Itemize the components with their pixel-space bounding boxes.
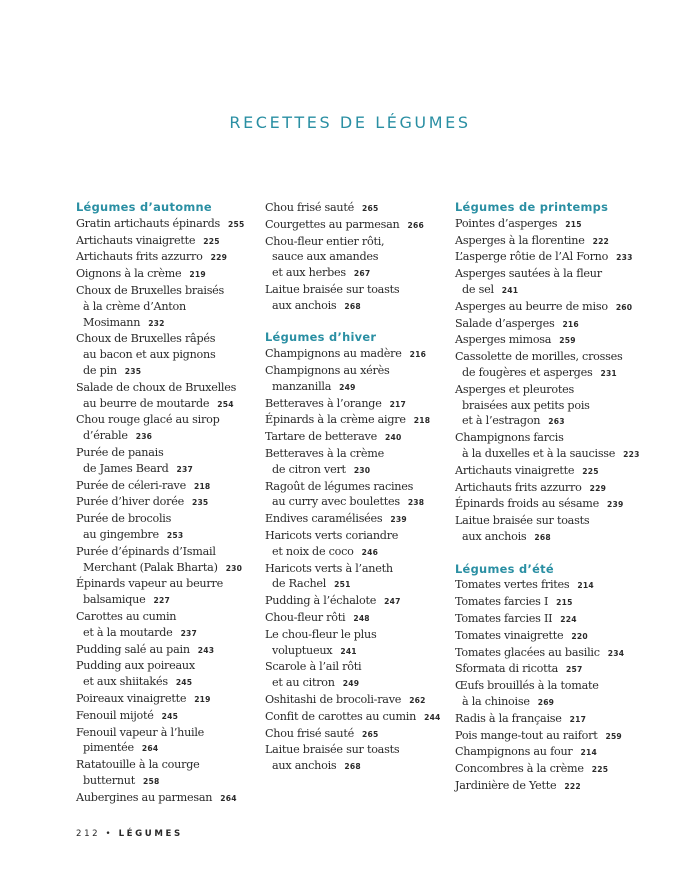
page-reference: 227 xyxy=(153,596,170,606)
recipe-entry xyxy=(76,233,276,250)
recipe-title: Laitue braisée sur toasts xyxy=(265,743,400,757)
page-reference: 240 xyxy=(385,433,402,443)
recipe-title-continuation: de James Beard xyxy=(83,461,169,475)
recipe-entry xyxy=(265,742,465,775)
page-reference: 236 xyxy=(135,432,153,442)
recipe-entry xyxy=(265,593,465,610)
recipe-entry xyxy=(455,594,655,611)
recipe-entry xyxy=(76,380,276,413)
recipe-title: Purée de céleri-rave xyxy=(76,478,186,492)
recipe-entry xyxy=(265,396,465,413)
recipe-title: Aubergines au parmesan xyxy=(76,790,213,804)
recipe-title: Jardinière de Yette xyxy=(455,778,557,792)
recipe-title: Laitue braisée sur toasts xyxy=(455,514,590,528)
recipe-title-continuation: à la chinoise xyxy=(462,694,530,708)
recipe-title: Cassolette de morilles, crosses xyxy=(455,350,623,364)
recipe-title: Tomates farcies II xyxy=(455,611,553,625)
recipe-entry xyxy=(265,282,465,315)
recipe-title: Chou frisé sauté xyxy=(265,201,354,214)
page-reference: 241 xyxy=(340,646,357,656)
recipe-entry xyxy=(76,757,276,790)
recipe-entry xyxy=(76,544,276,577)
recipe-title: Épinards à la crème aigre xyxy=(265,413,406,427)
page-reference: 248 xyxy=(353,613,370,623)
recipe-title: Asperges mimosa xyxy=(455,333,552,347)
page-reference: 216 xyxy=(409,350,427,360)
recipe-title: Tomates glacées au basilic xyxy=(455,645,600,659)
page-reference: 230 xyxy=(353,465,371,475)
recipe-title: Pointes d’asperges xyxy=(455,216,558,230)
page-reference: 249 xyxy=(339,382,356,392)
recipe-entry xyxy=(455,744,655,761)
page-reference: 265 xyxy=(361,204,379,213)
recipe-title-continuation: au curry avec boulettes xyxy=(272,495,400,509)
recipe-title: Oignons à la crème xyxy=(76,267,182,281)
recipe-title-continuation: et noix de coco xyxy=(272,544,354,558)
recipe-title: Concombres à la crème xyxy=(455,762,584,776)
recipe-entry xyxy=(76,216,276,233)
recipe-title-continuation: de fougères et asperges xyxy=(462,365,593,379)
recipe-entry xyxy=(265,528,465,561)
page-reference: 269 xyxy=(537,697,555,707)
recipe-entry xyxy=(455,711,655,728)
recipe-entry xyxy=(76,691,276,708)
recipe-entry xyxy=(265,200,465,217)
footer-separator: • xyxy=(105,829,114,839)
recipe-entry xyxy=(455,513,655,546)
recipe-entry xyxy=(455,249,655,266)
section-heading: Légumes d’été xyxy=(455,561,554,576)
recipe-title: Chou-fleur rôti xyxy=(265,610,346,624)
page-reference: 217 xyxy=(569,714,587,724)
recipe-entry xyxy=(265,429,465,446)
recipe-entry xyxy=(455,628,655,645)
recipe-title: Radis à la française xyxy=(455,711,562,725)
page-reference: 262 xyxy=(409,695,426,705)
recipe-entry xyxy=(76,609,276,642)
recipe-title-continuation: d’érable xyxy=(83,429,128,443)
page-reference: 215 xyxy=(565,219,582,229)
recipe-title: Oshitashi de brocoli-rave xyxy=(265,692,402,706)
recipe-title: Champignons au four xyxy=(455,745,573,759)
recipe-title: Tartare de betterave xyxy=(265,430,377,444)
recipe-entry xyxy=(455,382,655,430)
recipe-entry xyxy=(76,511,276,544)
recipe-title: Épinards froids au sésame xyxy=(455,497,600,511)
page-reference: 237 xyxy=(176,464,193,474)
recipe-entry xyxy=(455,349,655,382)
page-reference: 217 xyxy=(389,399,407,409)
recipe-title-continuation: aux anchois xyxy=(272,298,337,312)
recipe-title: Endives caramélisées xyxy=(265,512,383,526)
recipe-title: Œufs brouillés à la tomate xyxy=(455,679,599,693)
recipe-title: Tomates farcies I xyxy=(455,595,549,609)
section-heading: Légumes d’automne xyxy=(76,200,212,214)
recipe-entry xyxy=(455,316,655,333)
recipe-entry xyxy=(265,610,465,627)
recipe-title: Pudding à l’échalote xyxy=(265,594,377,608)
recipe-entry xyxy=(455,463,655,480)
recipe-entry xyxy=(76,725,276,758)
page-reference: 235 xyxy=(191,498,209,508)
recipe-title-continuation: et à la moutarde xyxy=(83,625,173,639)
recipe-entry xyxy=(455,645,655,662)
page-reference: 230 xyxy=(225,563,243,573)
page-footer xyxy=(76,829,183,839)
recipe-entry xyxy=(265,726,465,743)
recipe-entry xyxy=(265,446,465,479)
recipe-title-continuation: au gingembre xyxy=(83,527,159,541)
recipe-title-continuation: aux anchois xyxy=(462,529,527,543)
index-column-3 xyxy=(455,200,655,795)
page-reference: 234 xyxy=(607,648,625,658)
page-reference: 266 xyxy=(407,220,424,230)
footer-page-number: 212 xyxy=(76,829,101,839)
page-reference: 225 xyxy=(591,765,609,775)
recipe-entry xyxy=(455,577,655,594)
recipe-title: Purée de panais xyxy=(76,445,164,459)
recipe-entry xyxy=(76,331,276,379)
recipe-title: Poireaux vinaigrette xyxy=(76,691,187,705)
page-reference: 229 xyxy=(210,253,228,263)
page-reference: 263 xyxy=(548,417,565,427)
recipe-entry xyxy=(455,480,655,497)
recipe-entry xyxy=(455,233,655,250)
recipe-title: Asperges au beurre de miso xyxy=(455,299,608,313)
recipe-title: Purée d’épinards d’Ismail xyxy=(76,544,216,558)
recipe-title: Le chou-fleur le plus xyxy=(265,627,377,641)
recipe-entry xyxy=(76,283,276,331)
recipe-title-continuation: et au citron xyxy=(272,676,335,690)
page-reference: 249 xyxy=(342,679,360,689)
recipe-title: Artichauts frits azzurro xyxy=(76,250,203,264)
recipe-title-continuation: à la crème d’Anton xyxy=(83,299,186,313)
recipe-entry xyxy=(76,249,276,266)
recipe-title: Asperges à la florentine xyxy=(455,233,585,247)
recipe-title-continuation: de Rachel xyxy=(272,577,327,591)
page-reference: 245 xyxy=(175,678,193,688)
recipe-title: Fenouil mijoté xyxy=(76,708,154,722)
recipe-entry xyxy=(455,778,655,795)
recipe-entry xyxy=(455,728,655,745)
recipe-title: Champignons au xérès xyxy=(265,363,390,377)
recipe-title-continuation: Merchant (Palak Bharta) xyxy=(83,560,218,574)
page-reference: 268 xyxy=(344,301,361,311)
recipe-entry xyxy=(76,642,276,659)
recipe-entry xyxy=(455,496,655,513)
page-reference: 265 xyxy=(361,729,379,739)
recipe-entry xyxy=(265,511,465,528)
recipe-title: Artichauts vinaigrette xyxy=(455,463,575,477)
recipe-title: L’asperge rôtie de l’Al Forno xyxy=(455,250,609,264)
recipe-entry xyxy=(455,216,655,233)
recipe-entry xyxy=(455,761,655,778)
recipe-title: Champignons au madère xyxy=(265,347,402,361)
page-reference: 255 xyxy=(228,219,245,229)
recipe-title: Betteraves à l’orange xyxy=(265,396,382,410)
page-reference: 268 xyxy=(344,762,361,772)
recipe-title-continuation: au bacon et aux pignons xyxy=(83,348,216,362)
page-reference: 225 xyxy=(203,236,220,246)
recipe-title-continuation: braisées aux petits pois xyxy=(462,398,590,412)
recipe-entry xyxy=(265,234,465,282)
recipe-entry xyxy=(76,790,276,807)
recipe-entry xyxy=(76,494,276,511)
recipe-title-continuation: aux anchois xyxy=(272,759,337,773)
page-reference: 232 xyxy=(148,318,165,328)
page-reference: 264 xyxy=(220,793,237,803)
page-reference: 218 xyxy=(413,416,431,426)
recipe-title: Épinards vapeur au beurre xyxy=(76,577,223,591)
page-reference: 264 xyxy=(141,744,159,754)
page-reference: 259 xyxy=(559,336,576,346)
recipe-title-continuation: Mosimann xyxy=(83,315,141,329)
page-reference: 246 xyxy=(361,547,379,557)
recipe-title: Chou frisé sauté xyxy=(265,726,354,740)
page-title: RECETTES DE LÉGUMES xyxy=(229,113,471,132)
recipe-title: Salade de choux de Bruxelles xyxy=(76,380,237,394)
page-reference: 239 xyxy=(390,515,407,525)
page-reference: 223 xyxy=(623,449,640,459)
page-reference: 243 xyxy=(197,645,215,655)
recipe-entry xyxy=(455,661,655,678)
recipe-title: Confit de carottes au cumin xyxy=(265,709,417,723)
recipe-entry xyxy=(76,412,276,445)
recipe-title: Choux de Bruxelles braisés xyxy=(76,283,225,297)
recipe-title: Pudding salé au pain xyxy=(76,642,190,656)
recipe-title-continuation: de sel xyxy=(462,282,494,296)
page-reference: 268 xyxy=(534,532,551,542)
page-reference: 237 xyxy=(180,628,198,638)
recipe-title: Carottes au cumin xyxy=(76,609,177,623)
recipe-title: Chou-fleur entier rôti, xyxy=(265,234,385,248)
page-reference: 222 xyxy=(592,236,610,246)
recipe-entry xyxy=(76,576,276,609)
page-reference: 222 xyxy=(564,781,581,791)
page-reference: 251 xyxy=(334,580,351,590)
page-reference: 224 xyxy=(560,614,577,624)
page-reference: 219 xyxy=(194,694,211,704)
page-reference: 214 xyxy=(580,748,597,758)
recipe-entry xyxy=(76,266,276,283)
recipe-title-continuation: au beurre de moutarde xyxy=(83,396,210,410)
recipe-entry xyxy=(76,658,276,691)
recipe-entry xyxy=(265,692,465,709)
page-reference: 225 xyxy=(582,466,599,476)
recipe-entry xyxy=(76,445,276,478)
recipe-title: Ragoût de légumes racines xyxy=(265,479,414,493)
recipe-entry xyxy=(265,363,465,396)
recipe-title: Courgettes au parmesan xyxy=(265,217,400,231)
recipe-entry xyxy=(76,478,276,495)
page-reference: 258 xyxy=(142,776,160,786)
recipe-entry xyxy=(76,708,276,725)
recipe-entry xyxy=(455,266,655,299)
recipe-title-continuation: de pin xyxy=(83,363,117,377)
page-reference: 231 xyxy=(600,368,617,378)
recipe-entry xyxy=(455,678,655,711)
recipe-title: Choux de Bruxelles râpés xyxy=(76,332,216,346)
recipe-title-continuation: voluptueux xyxy=(272,643,333,657)
page-reference: 241 xyxy=(501,285,519,295)
recipe-title-continuation: et à l’estragon xyxy=(462,414,541,428)
page-reference: 244 xyxy=(424,712,441,722)
page-reference: 260 xyxy=(615,302,633,312)
recipe-title-continuation: manzanilla xyxy=(272,379,332,393)
recipe-entry xyxy=(265,659,465,692)
page-reference: 235 xyxy=(124,366,142,376)
section-heading: Légumes de printemps xyxy=(455,200,609,214)
recipe-title: Laitue braisée sur toasts xyxy=(265,282,400,296)
recipe-title: Betteraves à la crème xyxy=(265,446,384,460)
recipe-entry xyxy=(265,346,465,363)
recipe-title: Artichauts frits azzurro xyxy=(455,480,582,494)
recipe-title: Champignons farcis xyxy=(455,431,564,445)
page-reference: 257 xyxy=(566,665,583,675)
recipe-title-continuation: à la duxelles et à la saucisse xyxy=(462,446,616,460)
recipe-title-continuation: butternut xyxy=(83,773,135,787)
page-reference: 233 xyxy=(616,253,633,263)
footer-section-label: LÉGUMES xyxy=(118,829,183,839)
index-column-1 xyxy=(76,200,276,806)
page-reference: 239 xyxy=(607,500,624,510)
recipe-title-continuation: et aux shiitakés xyxy=(83,675,168,689)
recipe-title: Asperges sautées à la fleur xyxy=(455,267,602,281)
recipe-entry xyxy=(455,332,655,349)
page-reference: 229 xyxy=(589,483,607,493)
recipe-entry xyxy=(455,611,655,628)
recipe-entry xyxy=(265,627,465,660)
recipe-title: Asperges et pleurotes xyxy=(455,382,574,396)
page-reference: 253 xyxy=(166,530,184,540)
recipe-entry xyxy=(265,561,465,594)
recipe-entry xyxy=(265,709,465,726)
recipe-title: Tomates vinaigrette xyxy=(455,628,564,642)
recipe-title: Sformata di ricotta xyxy=(455,662,559,676)
recipe-title: Ratatouille à la courge xyxy=(76,758,200,772)
recipe-entry xyxy=(455,430,655,463)
page-reference: 254 xyxy=(217,399,234,409)
page-reference: 219 xyxy=(189,270,206,280)
page-reference: 216 xyxy=(562,319,579,329)
recipe-title: Pois mange-tout au raifort xyxy=(455,728,598,742)
page-reference: 247 xyxy=(384,597,401,607)
page-reference: 259 xyxy=(605,731,622,741)
recipe-title: Salade d’asperges xyxy=(455,316,555,330)
recipe-title: Scarole à l’ail rôti xyxy=(265,660,362,674)
recipe-title-continuation: balsamique xyxy=(83,593,146,607)
recipe-title-continuation: et aux herbes xyxy=(272,266,346,280)
page-reference: 238 xyxy=(407,498,425,508)
section-heading: Légumes d’hiver xyxy=(265,330,377,345)
recipe-title: Haricots verts coriandre xyxy=(265,528,399,542)
recipe-title: Tomates vertes frites xyxy=(455,578,570,592)
page-reference: 220 xyxy=(571,631,588,641)
recipe-title: Chou rouge glacé au sirop xyxy=(76,413,220,427)
recipe-title-continuation: pimentée xyxy=(83,741,134,755)
index-column-2 xyxy=(265,200,465,775)
recipe-title: Artichauts vinaigrette xyxy=(76,233,196,247)
recipe-entry xyxy=(265,217,465,234)
recipe-title: Haricots verts à l’aneth xyxy=(265,561,393,575)
recipe-title: Gratin artichauts épinards xyxy=(76,216,221,230)
recipe-entry xyxy=(265,412,465,429)
recipe-title: Purée de brocolis xyxy=(76,512,172,526)
recipe-title: Purée d’hiver dorée xyxy=(76,495,184,509)
recipe-title-continuation: de citron vert xyxy=(272,462,346,476)
recipe-entry xyxy=(455,299,655,316)
page-reference: 245 xyxy=(161,711,179,721)
page-reference: 267 xyxy=(353,269,371,279)
page-reference: 215 xyxy=(556,598,573,608)
recipe-title: Pudding aux poireaux xyxy=(76,659,195,673)
page-reference: 218 xyxy=(193,481,211,491)
recipe-title: Fenouil vapeur à l’huile xyxy=(76,725,205,739)
recipe-entry xyxy=(265,479,465,512)
page-reference: 214 xyxy=(577,581,594,591)
recipe-title-continuation: sauce aux amandes xyxy=(272,250,379,264)
